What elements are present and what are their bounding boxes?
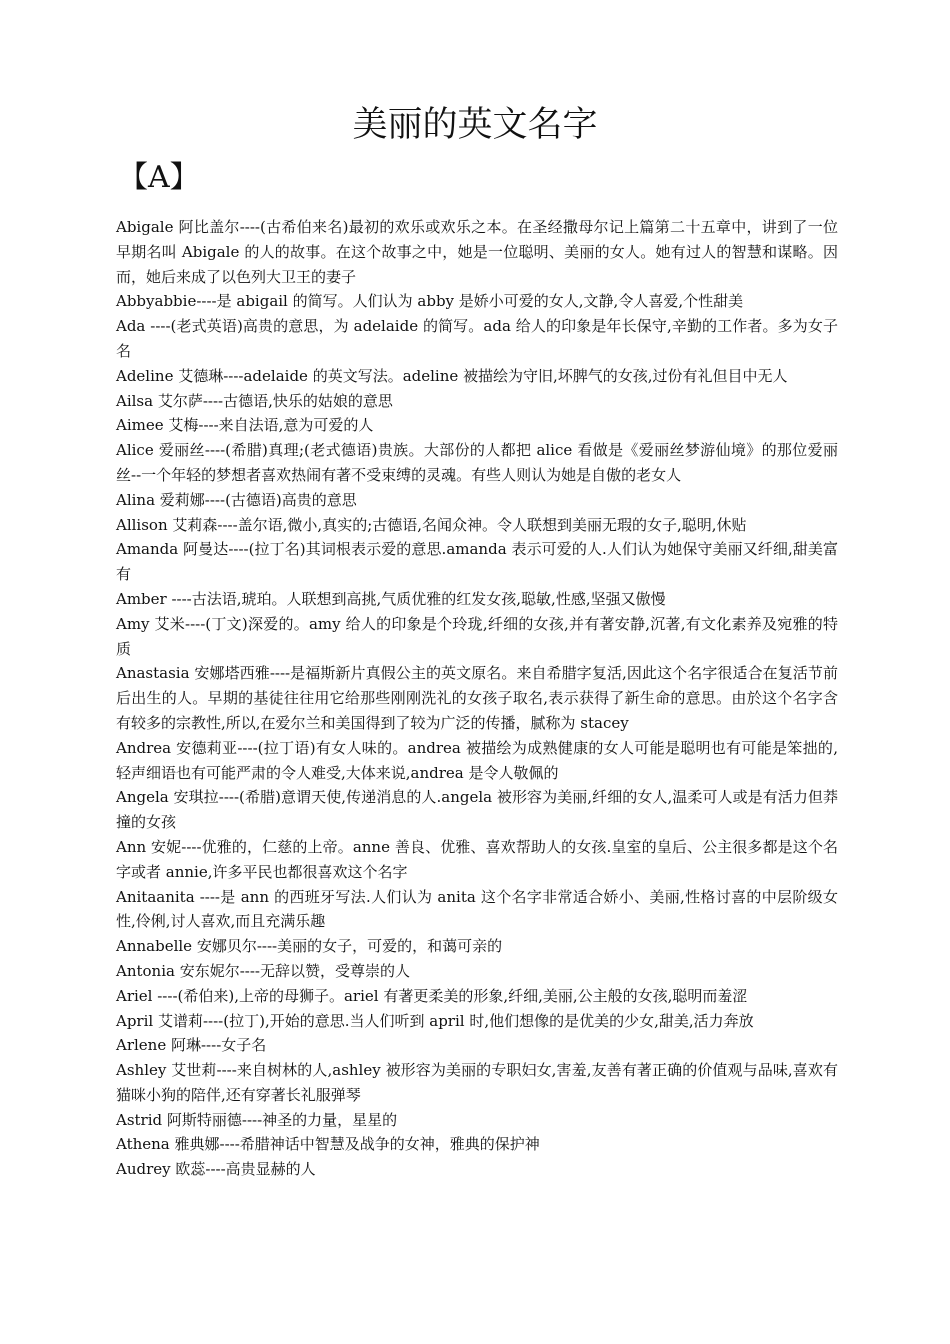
- name-entry: Angela 安琪拉----(希腊)意谓天使,传递消息的人.angela 被形容为美丽,纤细的女人,温柔可人或是有活力但莽撞的女孩: [116, 788, 838, 832]
- name-entry: Audrey 欧蕊----高贵显赫的人: [116, 1160, 316, 1179]
- name-entry: April 艾谱莉----(拉丁),开始的意思.当人们听到 april 时,他们想像的是优美的少女,甜美,活力奔放: [116, 1011, 754, 1030]
- name-entry: Aimee 艾梅----来自法语,意为可爱的人: [116, 416, 374, 435]
- name-entry: Anastasia 安娜塔西雅----是福斯新片真假公主的英文原名。来自希腊字复活,因此这个名字很适合在复活节前后出生的人。早期的基徒往往用它给那些刚刚洗礼的女孩子取名,表示获得了新生命的意思。由於这个名字含有较多的宗教性,所以,在爱尔兰和美国得到了较为广泛的传播，腻称为 stacey: [116, 664, 838, 732]
- name-entry: Annabelle 安娜贝尔----美丽的女子，可爱的，和蔼可亲的: [116, 937, 503, 956]
- name-entry: Antonia 安东妮尔----无辞以赞，受尊崇的人: [116, 961, 410, 980]
- name-entry: Abigale 阿比盖尔----(古希伯来名)最初的欢乐或欢乐之本。在圣经撒母尔记上篇第二十五章中，讲到了一位早期名叫 Abigale 的人的故事。在这个故事之中，她是一位聪明、美丽的女人。她有过人的智慧和谋略。因而，她后来成了以色列大卫王的妻子: [116, 218, 838, 286]
- name-entry: Anitaanita ----是 ann 的西班牙写法.人们认为 anita 这个名字非常适合娇小、美丽,性格讨喜的中层阶级女性,伶俐,讨人喜欢,而且充满乐趣: [116, 887, 838, 931]
- name-entry: Amy 艾米----(丁文)深爱的。amy 给人的印象是个玲珑,纤细的女孩,并有著安静,沉著,有文化素养及宛雅的特质: [116, 614, 838, 658]
- name-entry: Astrid 阿斯特丽德----神圣的力量，星星的: [116, 1110, 398, 1129]
- section-heading: 【A】: [118, 160, 200, 195]
- name-entry: Amber ----古法语,琥珀。人联想到高挑,气质优雅的红发女孩,聪敏,性感,坚强又傲慢: [116, 589, 666, 608]
- name-entry-list: [116, 215, 838, 1182]
- name-entry: Ashley 艾世莉----来自树林的人,ashley 被形容为美丽的专职妇女,害羞,友善有著正确的价值观与品味,喜欢有猫咪小狗的陪伴,还有穿著长礼服弹琴: [116, 1061, 838, 1104]
- page-title: 美丽的英文名字: [352, 105, 598, 145]
- name-entry: Andrea 安德莉亚----(拉丁语)有女人味的。andrea 被描绘为成熟健康的女人可能是聪明也有可能是笨拙的,轻声细语也有可能严肃的令人难受,大体来说,andrea 是令人敬佩的: [116, 738, 838, 782]
- name-entry: Ariel ----(希伯来),上帝的母狮子。ariel 有著更柔美的形象,纤细,美丽,公主般的女孩,聪明而羞涩: [116, 986, 748, 1005]
- name-entry: Adeline 艾德琳----adelaide 的英文写法。adeline 被描绘为守旧,坏脾气的女孩,过份有礼但目中无人: [116, 366, 788, 385]
- name-entry: Alina 爱莉娜----(古德语)高贵的意思: [116, 490, 357, 509]
- name-entry: Arlene 阿琳----女子名: [116, 1036, 267, 1055]
- name-entry: Ailsa 艾尔萨----古德语,快乐的姑娘的意思: [116, 391, 393, 410]
- name-entry: Athena 雅典娜----希腊神话中智慧及战争的女神，雅典的保护神: [116, 1135, 540, 1154]
- name-entry: Allison 艾莉森----盖尔语,微小,真实的;古德语,名闻众神。令人联想到美丽无瑕的女子,聪明,休贴: [116, 515, 747, 534]
- name-entry: Amanda 阿曼达----(拉丁名)其词根表示爱的意思.amanda 表示可爱的人.人们认为她保守美丽又纤细,甜美富有: [116, 540, 838, 584]
- name-entry: Abbyabbie----是 abigail 的简写。人们认为 abby 是娇小可爱的女人,文静,令人喜爱,个性甜美: [116, 292, 744, 311]
- name-entry: Ada ----(老式英语)高贵的意思，为 adelaide 的简写。ada 给人的印象是年长保守,辛勤的工作者。多为女子名: [116, 317, 838, 360]
- name-entry: Alice 爱丽丝----(希腊)真理;(老式德语)贵族。大部份的人都把 alice 看做是《爱丽丝梦游仙境》的那位爱丽丝--一个年轻的梦想者喜欢热闹有著不受束缚的灵魂。有些人则认为她是自傲的老女人: [116, 441, 838, 484]
- name-entry: Ann 安妮----优雅的，仁慈的上帝。anne 善良、优雅、喜欢帮助人的女孩.皇室的皇后、公主很多都是这个名字或者 annie,许多平民也都很喜欢这个名字: [116, 837, 838, 881]
